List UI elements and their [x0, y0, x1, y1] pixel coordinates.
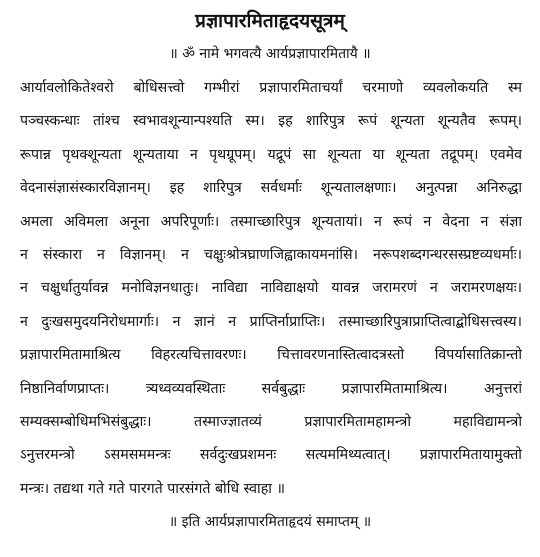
- text-line: न चक्षुर्धातुर्यावन्न मनोविज्ञनधातुः। नाविद्या नाविद्याक्षयो यावन्न जरामरणं न जरामरणक्षयः।: [20, 280, 522, 297]
- document-title: प्रज्ञापारमिताहृदयसूत्रम्: [195, 10, 345, 32]
- text-line: न दुःखसमुदयनिरोधमार्गाः। न ज्ञानं न प्राप्तिर्नाप्राप्तिः। तस्माच्छारिपुत्राप्राप्तित्वाद्बोधिसत्त्वस्य।: [20, 313, 522, 330]
- text-line: मन्त्रः। तद्यथा गते गते पारगते पारसंगते बोधि स्वाहा ॥: [20, 480, 285, 497]
- invocation-line: ॥ ॐ नामे भगवत्यै आर्यप्रज्ञापारमितायै ॥: [169, 46, 371, 62]
- text-line: अमला अविमला अनूना अपरिपूर्णाः। तस्माच्छारिपुत्र शून्यतायां। न रूपं न वेदना न संज्ञा: [20, 213, 522, 230]
- text-line: न संस्कारा न विज्ञानम्। न चक्षुःश्रोत्रघ्राणजिह्वाकायमनांसि। नरूपशब्दगन्धरसस्प्रष्टव्यधर्माः।: [20, 246, 522, 263]
- text-line: निष्ठानिर्वाणप्राप्तः। त्र्यध्वव्यवस्थिताः सर्वबुद्धाः प्रज्ञापारमितामाश्रित्य। अनुत्तरां: [20, 380, 522, 397]
- sutra-body: [0, 72, 540, 506]
- text-line: आर्यावलोकितेश्वरो बोधिसत्त्वो गम्भीरां प्रज्ञापारमिताचर्यां चरमाणो व्यवलोकयति स्म: [20, 80, 522, 96]
- text-line: पञ्चस्कन्धाः तांश्च स्वभावशून्यान्पश्यति स्म। इह शारिपुत्र रूपं शून्यता शून्यतैव रूपम्।: [20, 113, 522, 130]
- text-line: ऽनुत्तरमन्त्रो ऽसमसममन्त्रः सर्वदुःखप्रशमनः सत्यममिथ्यत्वात्। प्रज्ञापारमितायामुक्तो: [20, 447, 522, 464]
- colophon-line: ॥ इति आर्यप्रज्ञापारमिताहृदयं समाप्तम् ॥: [168, 514, 372, 531]
- text-line: वेदनासंज्ञासंस्कारविज्ञानम्। इह शारिपुत्र सर्वधर्माः शून्यतालक्षणाः। अनुत्पन्ना अनिरुद्धा: [20, 180, 522, 197]
- text-line: प्रज्ञापारमितामाश्रित्य विहरत्यचित्तावरणः। चित्तावरणनास्तित्वादत्रस्तो विपर्यासातिक्रान्तो: [20, 347, 522, 364]
- text-line: सम्यक्सम्बोधिमभिसंबुद्धाः। तस्माज्ज्ञातव्यं प्रज्ञापारमितामहामन्त्रो महाविद्यामन्त्रो: [20, 413, 522, 430]
- text-line: रूपान्न पृथक्शून्यता शून्यताया न पृथग्रूपम्। यद्रूपं सा शून्यता या शून्यता तद्रूपम्। एवमेव: [20, 146, 522, 163]
